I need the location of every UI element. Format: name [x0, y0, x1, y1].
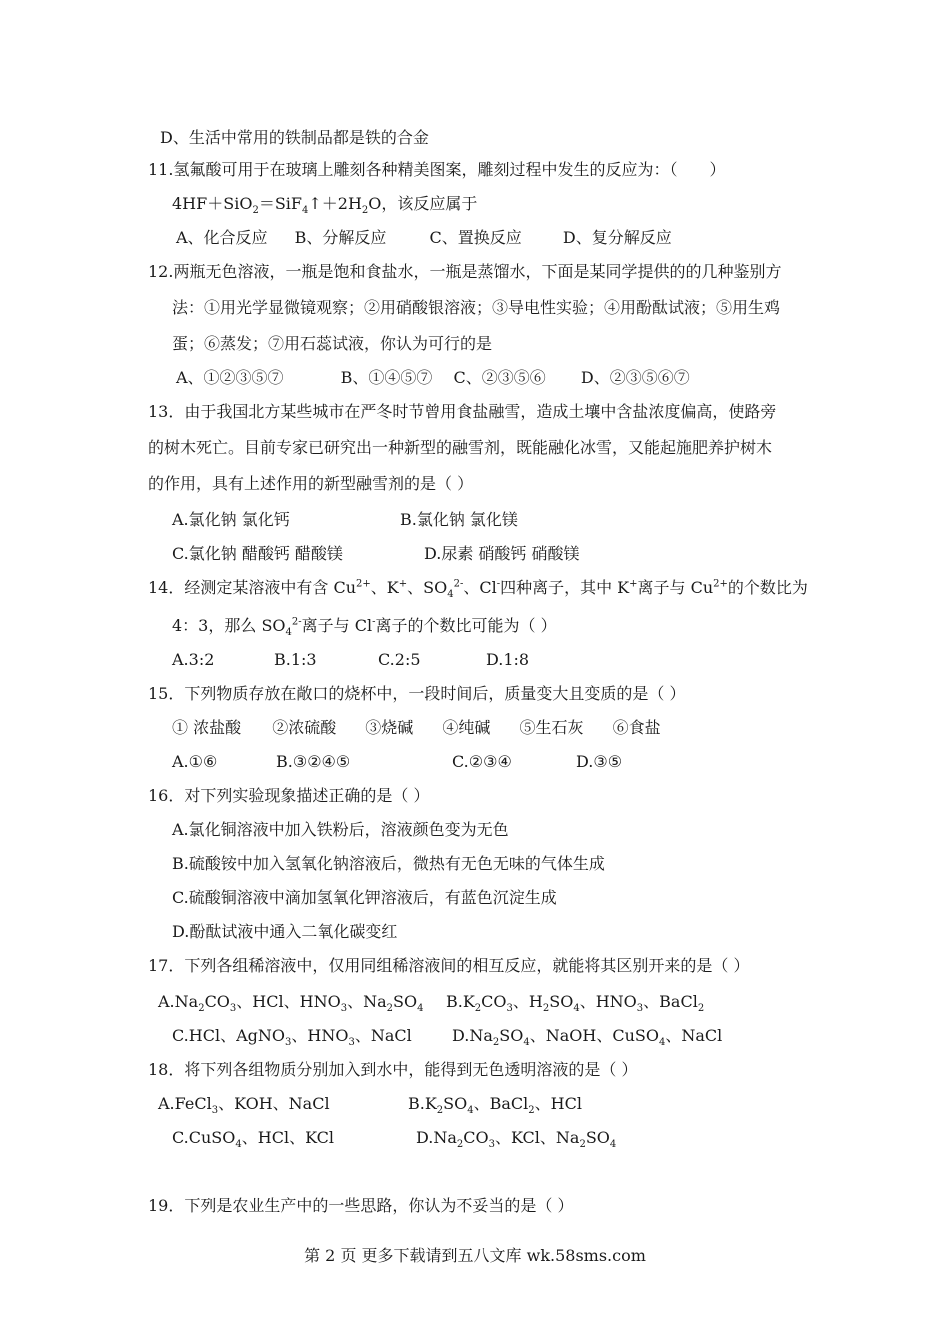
q15-item-6: ⑥食盐	[612, 718, 661, 737]
q11-option-c: C、置换反应	[429, 228, 522, 247]
q13-option-d: D.尿素 硝酸钙 硝酸镁	[424, 544, 580, 563]
q15-item-5: ⑤生石灰	[519, 718, 584, 737]
q14-option-b: B.1:3	[274, 650, 317, 669]
question-11: 11.氢氟酸可用于在玻璃上雕刻各种精美图案，雕刻过程中发生的反应为：（ ）	[148, 160, 726, 179]
q13-option-a: A.氯化钠 氯化钙	[172, 510, 290, 529]
q11-options	[176, 228, 672, 248]
q17-option-c: C.HCl、AgNO$_3$、$HNO_3$、NaCl	[172, 1026, 412, 1049]
question-13-line2: 的树木死亡。目前专家已研究出一种新型的融雪剂，既能融化冰雪，又能起施肥养护树木	[148, 438, 773, 457]
page-footer: 第 2 页 更多下载请到五八文库 wk.58sms.com	[304, 1246, 646, 1265]
q14-option-c: C.2:5	[378, 650, 421, 669]
q17-option-b: $B.K_2CO_3$、$H_2SO_4$、$HNO_3$、BaCl$_2$	[446, 992, 705, 1015]
q15-item-2: ②浓硫酸	[272, 718, 337, 737]
q13-option-c: C.氯化钠 醋酸钙 醋酸镁	[172, 544, 343, 563]
q16-option-c: C.硫酸铜溶液中滴加氢氧化钾溶液后，有蓝色沉淀生成	[172, 888, 557, 907]
q14-option-d: D.1:8	[486, 650, 530, 669]
q12-option-d: D、②③⑤⑥⑦	[580, 368, 690, 387]
q15-option-d: D.③⑤	[576, 752, 623, 771]
q14-option-a: A.3:2	[172, 650, 215, 669]
q12-option-b: B、①④⑤⑦	[340, 368, 433, 387]
q15-item-4: ④纯碱	[442, 718, 491, 737]
q12-option-c: C、②③⑤⑥	[453, 368, 546, 387]
question-12-line3: 蛋；⑥蒸发；⑦用石蕊试液，你认为可行的是	[172, 334, 493, 353]
q15-items	[172, 718, 661, 738]
question-16: 16．对下列实验现象描述正确的是（ ）	[148, 786, 430, 805]
question-19: 19．下列是农业生产中的一些思路，你认为不妥当的是（ ）	[148, 1196, 574, 1215]
q11-option-b: B、分解反应	[294, 228, 387, 247]
question-15: 15．下列物质存放在敞口的烧杯中，一段时间后，质量变大且变质的是（ ）	[148, 684, 686, 703]
q15-option-a: A.①⑥	[172, 752, 218, 771]
q15-item-3: ③烧碱	[365, 718, 414, 737]
q18-option-b: $B.K_2SO_4$、BaCl$_2$、HCl	[408, 1094, 582, 1117]
q16-option-d: D.酚酞试液中通入二氧化碳变红	[172, 922, 398, 941]
q18-option-d: $D.Na_2CO_3$、KCl、$Na_2SO_4$	[416, 1128, 617, 1151]
q10-option-d: D、生活中常用的铁制品都是铁的合金	[160, 128, 429, 147]
question-12-line2: 法：①用光学显微镜观察；②用硝酸银溶液；③导电性实验；④用酚酞试液；⑤用生鸡	[172, 298, 781, 317]
q11-option-d: D、复分解反应	[562, 228, 672, 247]
question-13-line3: 的作用，具有上述作用的新型融雪剂的是（ ）	[148, 474, 474, 493]
q18-option-a: A.FeCl$_3$、KOH、NaCl	[158, 1094, 330, 1117]
question-14-line2: 4：3，那么 $SO_4^{2-}$离子与 Cl-离子的个数比可能为（ ）	[172, 616, 557, 639]
question-14-line1: 14．经测定某溶液中有含 $Cu^{2+}$、K+、$SO_4^{2-}$、Cl-四种离子，其中 K+离子与 $Cu^{2+}$的个数比为	[148, 578, 808, 601]
q13-option-b: B.氯化钠 氯化镁	[400, 510, 518, 529]
q15-option-c: C.②③④	[452, 752, 512, 771]
q11-equation: $4HF+SiO_2=SiF_4↑+2H_2O$，该反应属于	[172, 194, 478, 217]
q15-option-b: B.③②④⑤	[276, 752, 351, 771]
question-18: 18．将下列各组物质分别加入到水中，能得到无色透明溶液的是（ ）	[148, 1060, 638, 1079]
q15-item-1: ① 浓盐酸	[172, 718, 242, 737]
q16-option-a: A.氯化铜溶液中加入铁粉后，溶液颜色变为无色	[172, 820, 509, 839]
q17-option-a: $A.Na_2CO_3$、HCl、$HNO_3$、$Na_2SO_4$	[158, 992, 424, 1015]
question-13-line1: 13．由于我国北方某些城市在严冬时节曾用食盐融雪，造成土壤中含盐浓度偏高，使路旁	[148, 402, 777, 421]
question-17: 17．下列各组稀溶液中，仅用同组稀溶液间的相互反应，就能将其区别开来的是（ ）	[148, 956, 750, 975]
q17-option-d: $D.Na_2SO_4$、NaOH、CuSO$_4$、NaCl	[452, 1026, 723, 1049]
q12-options	[176, 368, 690, 388]
q11-option-a: A、化合反应	[176, 228, 268, 247]
q18-option-c: C.CuSO$_4$、HCl、KCl	[172, 1128, 334, 1151]
q16-option-b: B.硫酸铵中加入氢氧化钠溶液后，微热有无色无味的气体生成	[172, 854, 605, 873]
question-12-line1: 12.两瓶无色溶液，一瓶是饱和食盐水，一瓶是蒸馏水，下面是某同学提供的的几种鉴别方	[148, 262, 782, 281]
q12-option-a: A、①②③⑤⑦	[176, 368, 284, 387]
